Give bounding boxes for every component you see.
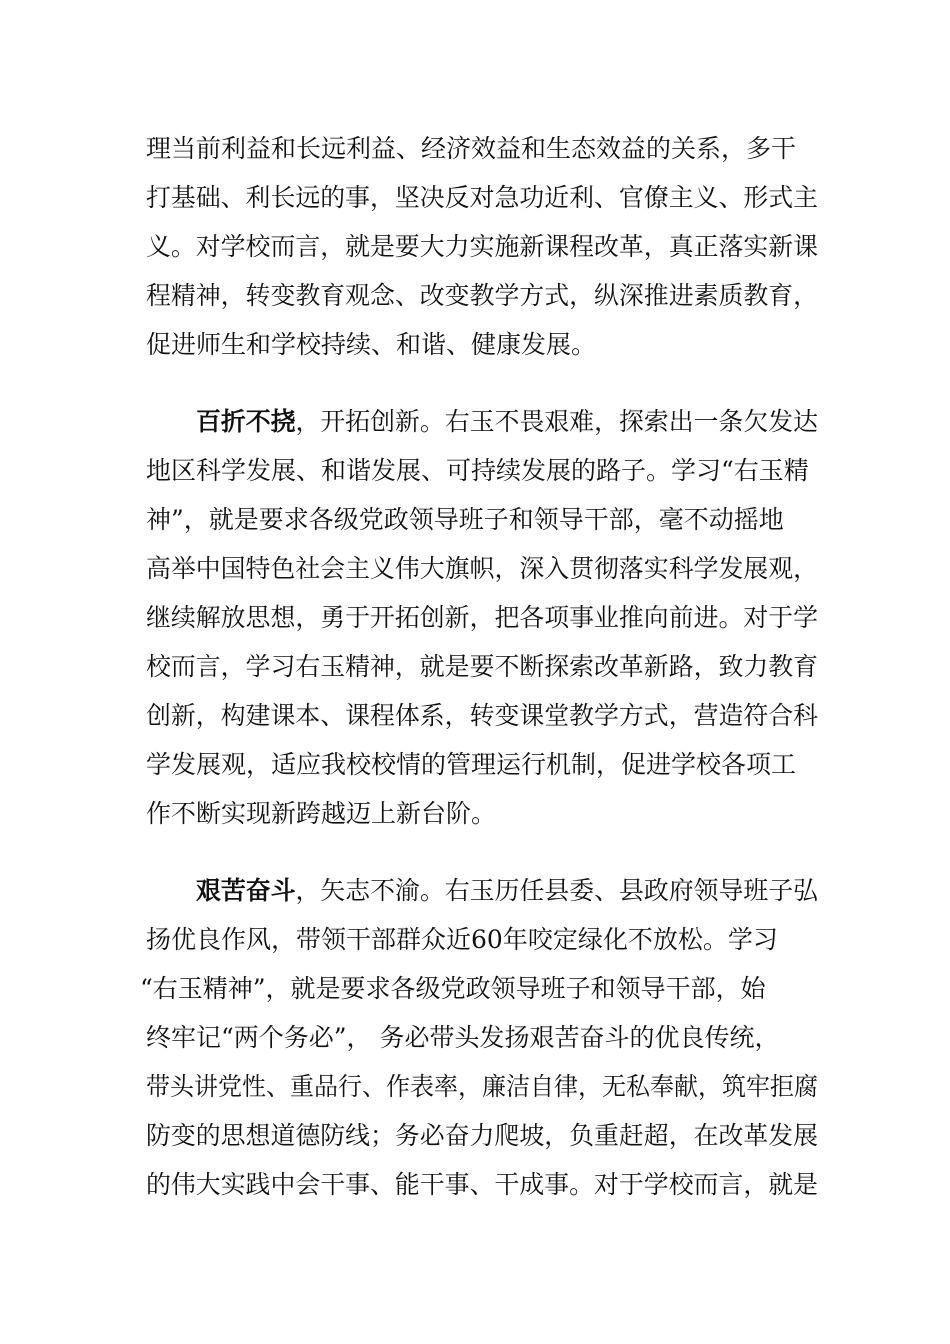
text-line bbox=[146, 1119, 818, 1153]
line-text: 校而言，学习右玉精神，就是要不断探索改革新路，致力教育 bbox=[146, 652, 819, 681]
line-text: ，矢志不渝。右玉历任县委、县政府领导班子弘 bbox=[295, 876, 819, 905]
text-line bbox=[146, 1168, 818, 1202]
text-line bbox=[146, 454, 809, 488]
text-line bbox=[146, 132, 796, 166]
text-line bbox=[146, 797, 496, 831]
text-line bbox=[146, 181, 818, 215]
paragraph-lead-phrase: 百折不挠 bbox=[196, 407, 296, 436]
text-line bbox=[146, 552, 818, 586]
line-text: 程精神，转变教育观念、改变教学方式，纵深推进素质教育， bbox=[146, 281, 819, 310]
line-text: 学发展观，适应我校校情的管理运行机制，促进学校各项工 bbox=[146, 750, 797, 779]
line-text: 继续解放思想，勇于开拓创新，把各项事业推向前进。对于学 bbox=[146, 603, 819, 632]
text-line bbox=[146, 1070, 818, 1104]
line-text: 地区科学发展、和谐发展、可持续发展的路子。学习“右玉精 bbox=[146, 456, 809, 485]
text-line bbox=[146, 279, 818, 313]
line-text: 的伟大实践中会干事、能干事、干成事。对于学校而言，就是 bbox=[146, 1170, 819, 1199]
line-text: 扬优良作风，带领干部群众近60年咬定绿化不放松。学习 bbox=[146, 925, 778, 954]
line-text: 高举中国特色社会主义伟大旗帜，深入贯彻落实科学发展观， bbox=[146, 554, 819, 583]
text-line bbox=[146, 328, 596, 362]
text-line bbox=[140, 972, 766, 1006]
text-line bbox=[146, 748, 796, 782]
line-text: 作不断实现新跨越迈上新台阶。 bbox=[146, 799, 497, 828]
text-line bbox=[196, 874, 818, 908]
text-line bbox=[146, 650, 818, 684]
line-text: 防变的思想道德防线；务必奋力爬坡，负重赶超，在改革发展 bbox=[146, 1121, 819, 1150]
line-text: 创新，构建课本、课程体系，转变课堂教学方式，营造符合科 bbox=[146, 701, 819, 730]
line-text: 促进师生和学校持续、和谐、健康发展。 bbox=[146, 330, 597, 359]
line-text: “右玉精神”，就是要求各级党政领导班子和领导干部，始 bbox=[140, 974, 766, 1003]
line-text: 神”，就是要求各级党政领导班子和领导干部，毫不动摇地 bbox=[146, 505, 784, 534]
text-line bbox=[146, 699, 818, 733]
paragraph-lead-phrase: 艰苦奋斗 bbox=[196, 876, 296, 905]
text-line bbox=[196, 405, 818, 439]
line-text: 义。对学校而言，就是要大力实施新课程改革，真正落实新课 bbox=[146, 232, 819, 261]
line-text: 带头讲党性、重品行、作表率，廉洁自律，无私奉献，筑牢拒腐 bbox=[146, 1072, 819, 1101]
text-line bbox=[146, 503, 784, 537]
line-text: 打基础、利长远的事，坚决反对急功近利、官僚主义、形式主 bbox=[146, 183, 819, 212]
text-line bbox=[146, 230, 818, 264]
text-line bbox=[146, 1021, 780, 1055]
line-text: 理当前利益和长远利益、经济效益和生态效益的关系，多干 bbox=[146, 134, 797, 163]
text-line bbox=[146, 601, 818, 635]
line-text: 终牢记“两个务必”， 务必带头发扬艰苦奋斗的优良传统， bbox=[146, 1023, 780, 1052]
line-text: ，开拓创新。右玉不畏艰难，探索出一条欠发达 bbox=[295, 407, 819, 436]
text-line bbox=[146, 923, 778, 957]
